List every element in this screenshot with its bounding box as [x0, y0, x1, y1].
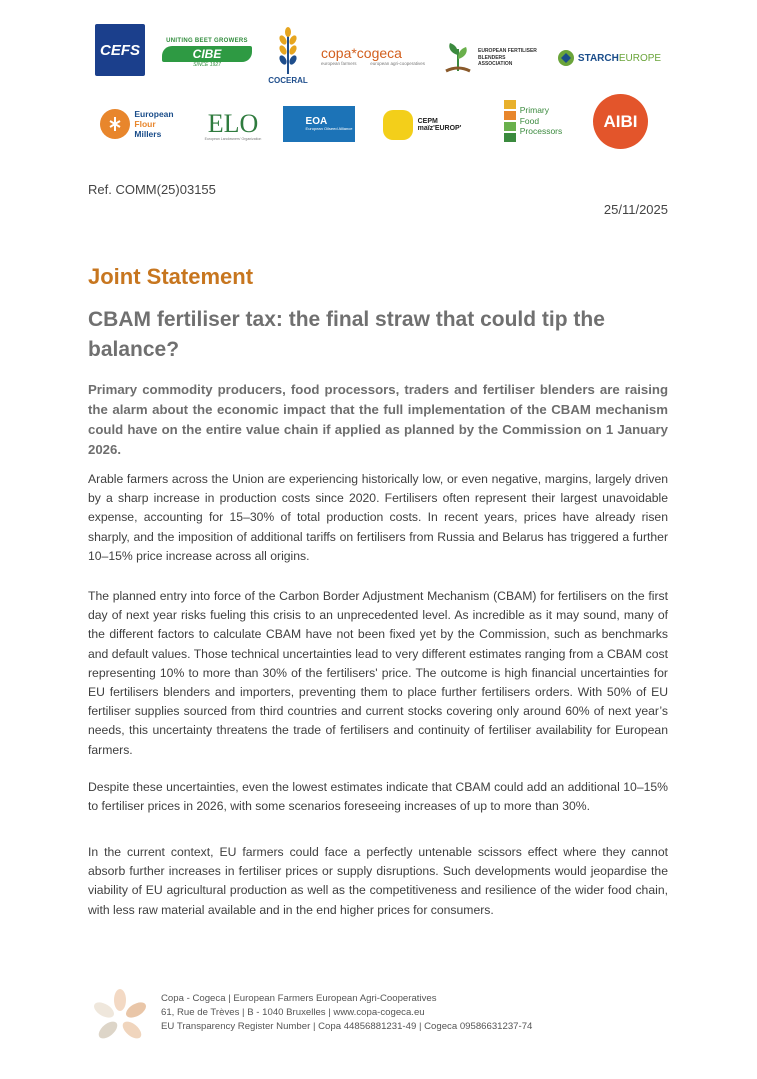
aibi-logo-text: AIBI — [603, 111, 638, 131]
footer-line-3: EU Transparency Register Number | Copa 44856881231-49 | Cogeca 09586631237-74 — [161, 1021, 533, 1032]
pfp-bars-icon — [504, 100, 516, 142]
cefs-logo-text: CEFS — [99, 41, 140, 59]
aibi-logo — [593, 94, 648, 149]
coceral-logo — [266, 22, 310, 88]
european-flour-millers-logo — [93, 106, 181, 142]
copa-sub-left: european farmers — [321, 60, 357, 66]
starch-main: STARCH — [577, 52, 619, 64]
body-paragraph: In the current context, EU farmers could face a perfectly untenable scissors effect where they cannot absorb further increases in fertiliser prices or supply disruptions. Such developments would jeopardise the viability of EU agricultural production as well as the competitiveness and resilience of the wider food chain, with less raw material available and in the end higher prices for consumers. — [88, 845, 668, 917]
copa-cogeca-flower-icon — [92, 988, 148, 1044]
efm-line3: Millers — [134, 129, 162, 140]
eoa-logo-text: EOA — [305, 116, 328, 127]
starch-europe-logo — [553, 48, 665, 68]
efba-logo — [440, 40, 540, 76]
footer-line-1: Copa - Cogeca | European Farmers European Agri-Cooperatives — [161, 993, 437, 1004]
primary-food-processors-logo — [497, 96, 569, 146]
wheat-icon — [274, 26, 302, 74]
cepm-logo-sub: maïz'EUROP' — [417, 125, 462, 132]
elo-logo — [197, 104, 269, 146]
eoa-logo — [283, 106, 355, 142]
cepm-logo-text: CEPM — [417, 118, 438, 125]
footer — [161, 992, 532, 1034]
elo-logo-sub: European Landowners' Organization — [204, 137, 262, 141]
efm-line1: European — [134, 108, 174, 119]
footer-line-2: 61, Rue de Trèves | B - 1040 Bruxelles | www.copa-cogeca.eu — [161, 1007, 425, 1018]
ibgb-logo — [158, 36, 256, 70]
reference-number: Ref. COMM(25)03155 — [88, 182, 216, 197]
copa-cogeca-logo — [321, 40, 425, 70]
cepm-logo — [378, 108, 466, 142]
pfp-line1: Primary — [519, 105, 550, 116]
elo-logo-text: ELO — [207, 109, 259, 138]
efba-logo-text: EUROPEAN FERTILISER BLENDERS ASSOCIATION — [478, 48, 537, 68]
ibgb-logo-top: UNITING BEET GROWERS — [166, 38, 248, 44]
eoa-logo-sub: European Oilseed Alliance — [305, 126, 353, 131]
statement-kicker: Joint Statement — [88, 264, 254, 289]
copa-sub-right: european agri-cooperatives — [370, 60, 425, 66]
cefs-logo — [95, 24, 145, 76]
flour-mill-icon — [100, 109, 130, 139]
starch-mark-icon — [557, 49, 575, 67]
efm-line2: Flour — [134, 118, 156, 129]
body-paragraph: The planned entry into force of the Carbon Border Adjustment Mechanism (CBAM) for fertilisers on the first day of next year risks fueling this crisis to an unprecedented level. As incredible as it may sound, many of the different factors to calculate CBAM have not been fixed yet by the Commission, such as benchmarks and default values. Those technical uncertainties lead to very different estimates ranging from a CBAM cost representing 10% to more than 30% of the fertilisers' price. The outcome is high financial uncertainties for EU fertilisers blenders and importers, preventing them to place further fertilisers orders. With 50% of EU fertiliser supplies sourced from third countries and current stocks covering only around 60% of next year’s needs, this uncertainty threatens the trade of fertilisers and continuity of fertiliser availability for European farmers. — [88, 589, 668, 757]
body-paragraph: Arable farmers across the Union are experiencing historically low, or even negative, margins, largely driven by a sharp increase in production costs since 2020. Fertilisers often represent their largest unavoidable expense, accounting for 15–30% of total production costs. In recent years, prices have already risen sharply, and the imposition of additional tariffs on fertilisers from Russia and Belarus has triggered a further 10–15% price increase across all origins. — [88, 472, 668, 563]
pfp-line3: Processors — [519, 126, 563, 137]
document-date: 25/11/2025 — [603, 202, 668, 217]
copa-cogeca-logo-text: copa*cogeca — [321, 44, 402, 61]
statement-title: CBAM fertiliser tax: the final straw that could tip the balance? — [88, 308, 605, 361]
cepm-mark-icon — [383, 110, 413, 140]
sprout-icon — [442, 41, 474, 75]
statement-lead: Primary commodity producers, food processors, traders and fertiliser blenders are raising the alarm about the economic impact that the full implementation of the CBAM mechanism could have on the entire value chain if applied as planned by the Commission on 1 January 2026. — [88, 382, 668, 457]
starch-accent: EUROPE — [618, 52, 662, 64]
ibgb-logo-since: SINCE 1927 — [193, 62, 221, 68]
body-paragraph: Despite these uncertainties, even the lowest estimates indicate that CBAM could add an additional 10–15% to fertiliser prices in 2026, with some scenarios foreseeing increases of up to more than 30%. — [88, 780, 668, 814]
ibgb-logo-main: CIBE — [162, 46, 252, 62]
coceral-logo-text: COCERAL — [268, 75, 308, 85]
pfp-line2: Food — [519, 115, 540, 126]
